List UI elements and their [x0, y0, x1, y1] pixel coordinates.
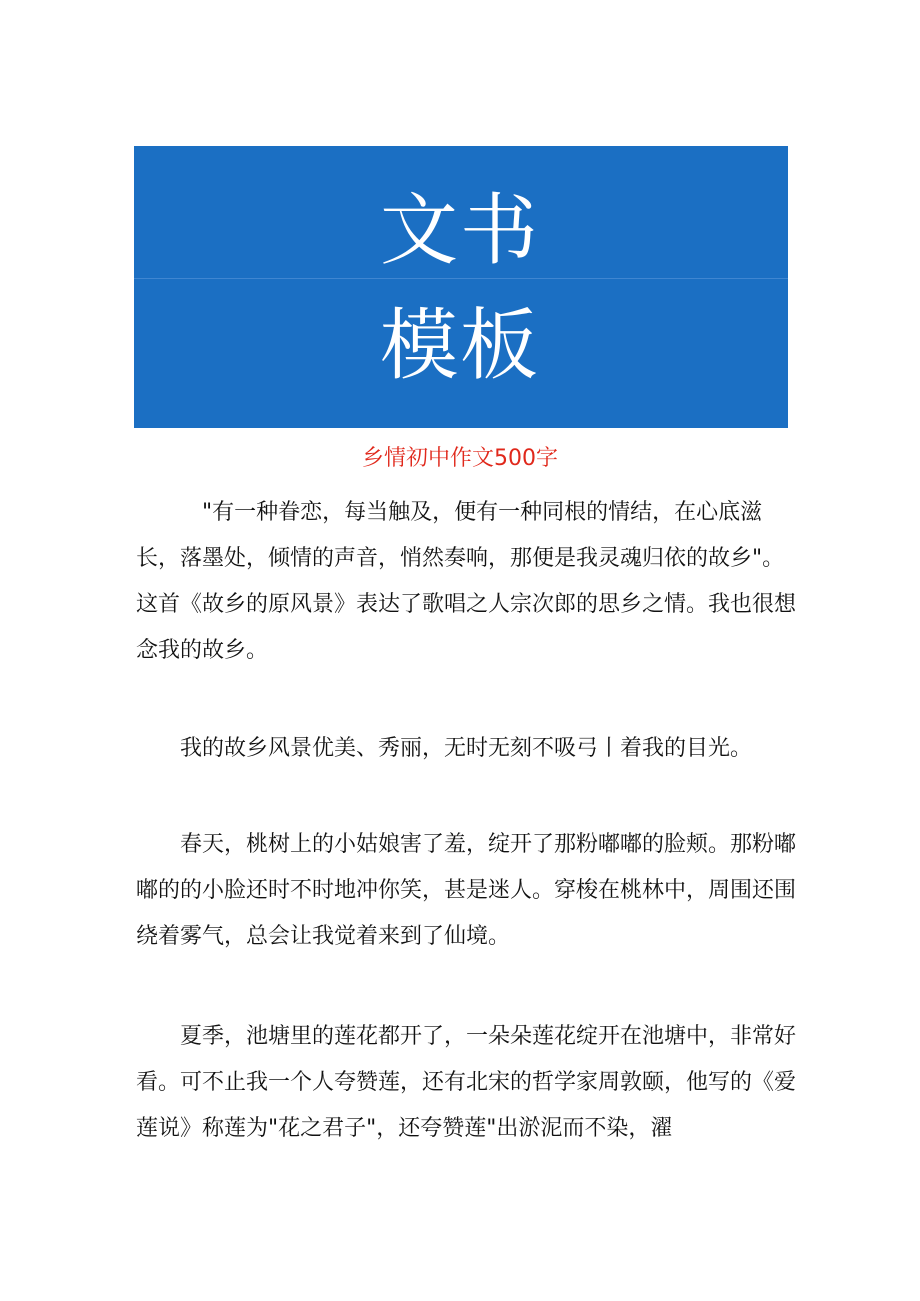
cover-title-line1: 文书 [379, 186, 540, 276]
paragraph-2: 我的故乡风景优美、秀丽，无时无刻不吸弓丨着我的目光。 [180, 736, 753, 761]
cover-title-line2: 模板 [379, 301, 540, 391]
paragraph-3: 春天，桃树上的小姑娘害了羞，绽开了那粉嘟嘟的脸颊。那粉嘟嘟的的小脸还时不时地冲你笑，甚是迷人。穿梭在桃林中，周围还围绕着雾气，总会让我觉着来到了仙境。 [136, 832, 797, 949]
paragraph-4: 夏季，池塘里的莲花都开了，一朵朵莲花绽开在池塘中，非常好看。可不止我一个人夸赞莲，还有北宋的哲学家周敦颐，他写的《爱莲说》称莲为"花之君子"，还夸赞莲"出淤泥而不染，濯 [136, 1024, 797, 1141]
document-subtitle: 乡情初中作文500字 [362, 446, 558, 471]
paragraph-1: "有一种眷恋，每当触及，便有一种同根的情结，在心底滋长，落墨处，倾情的声音，悄然奏响，那便是我灵魂归依的故乡"。这首《故乡的原风景》表达了歌唱之人宗次郎的思乡之情。我也很想念我的故乡。 [136, 500, 797, 663]
cover-divider [134, 278, 788, 279]
